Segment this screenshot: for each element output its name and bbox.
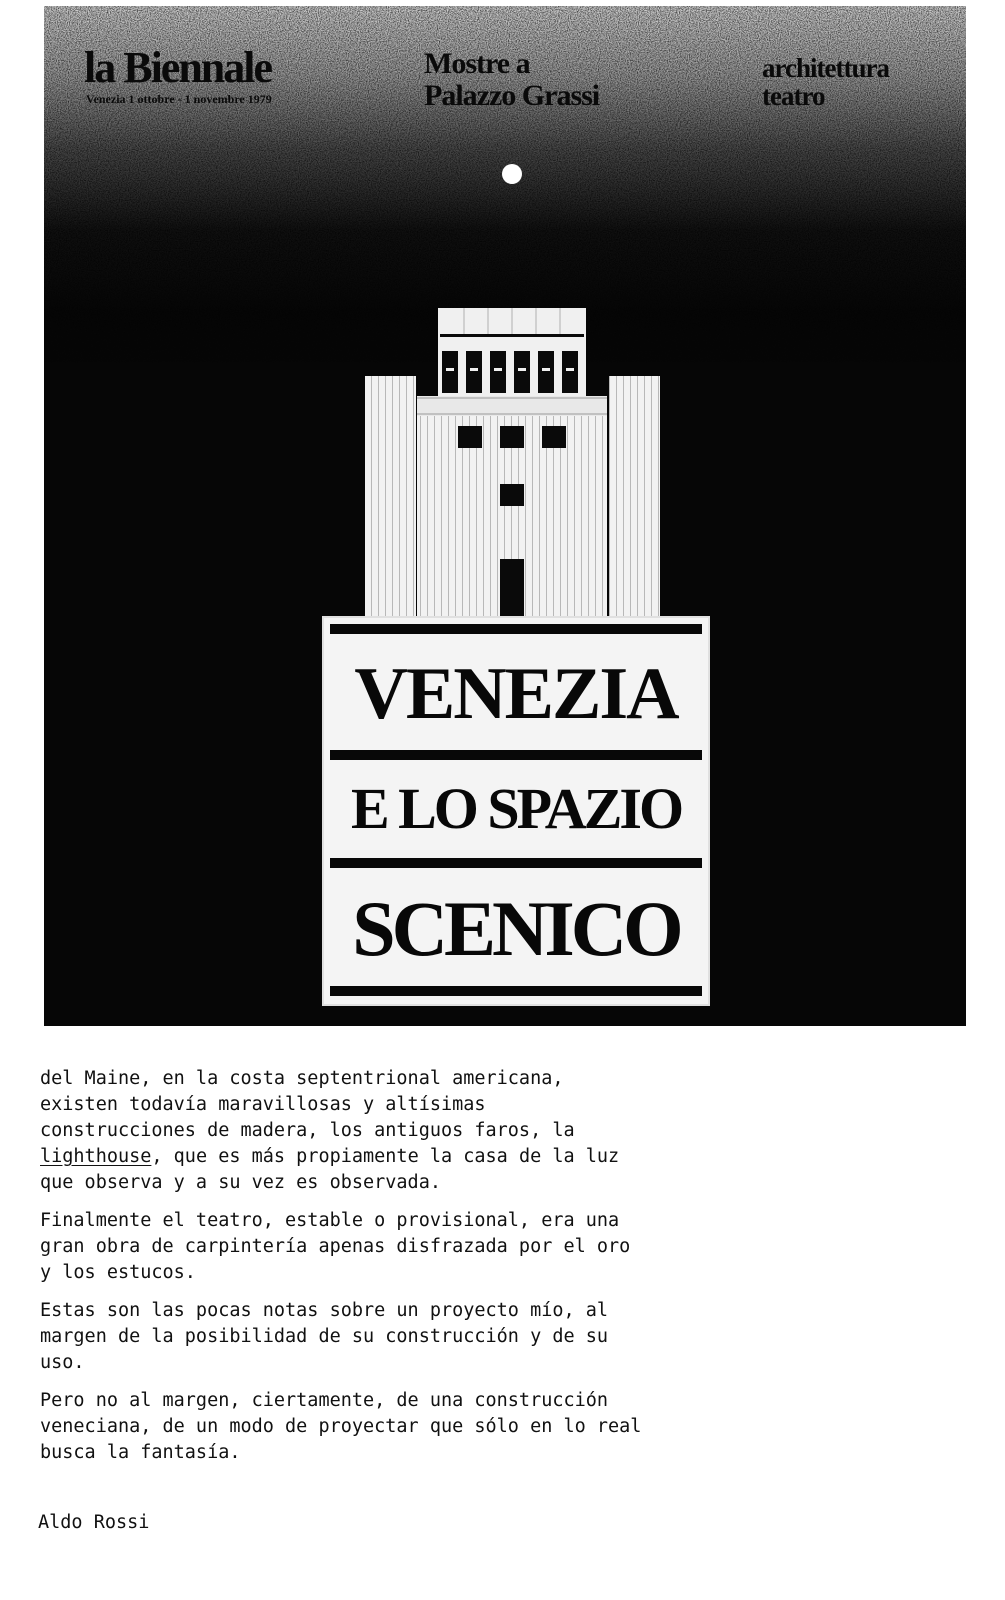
biennale-subtitle: Venezia 1 ottobre - 1 novembre 1979 — [86, 92, 272, 106]
title-signboard — [322, 616, 710, 1006]
theatre-building-illustration — [44, 6, 966, 626]
biennale-logo-title: la Biennale — [84, 43, 272, 92]
mostre-line-2: Palazzo Grassi — [424, 79, 600, 112]
text-line: que observa y a su vez es observada. — [40, 1172, 441, 1193]
text-line: uso. — [40, 1352, 85, 1373]
sign-title-venezia: VENEZIA — [354, 653, 678, 735]
paragraph-lighthouse — [40, 1066, 940, 1196]
paragraph-notes — [40, 1298, 940, 1376]
right-tower — [609, 376, 660, 616]
left-tower — [365, 376, 416, 616]
cornice-band — [417, 396, 607, 416]
category-line-2: teatro — [762, 81, 825, 111]
text-line: busca la fantasía. — [40, 1442, 241, 1463]
category-line-1: architettura — [762, 53, 889, 83]
paragraph-conclusion — [40, 1388, 940, 1466]
text-line: gran obra de carpintería apenas disfrazada por el oro — [40, 1236, 631, 1257]
text-line: del Maine, en la costa septentrional americana, — [40, 1068, 564, 1089]
sign-rule — [330, 624, 702, 634]
sign-title-spazio: E LO SPAZIO — [350, 776, 682, 841]
sign-rule — [330, 986, 702, 996]
exhibition-poster — [44, 6, 966, 1026]
text-line: , que es más propiamente la casa de la luz — [151, 1146, 620, 1167]
text-line: Finalmente el teatro, estable o provisional, era una — [40, 1210, 620, 1231]
text-line: Estas son las pocas notas sobre un proyecto mío, al — [40, 1300, 609, 1321]
sign-title-scenico: SCENICO — [352, 885, 680, 972]
lighthouse-term: lighthouse — [40, 1146, 152, 1167]
text-line: existen todavía maravillosas y altísimas — [40, 1094, 486, 1115]
text-line: y los estucos. — [40, 1262, 196, 1283]
paragraph-theatre — [40, 1208, 940, 1286]
author-signature: Aldo Rossi — [38, 1512, 150, 1533]
text-line: veneciana, de un modo de proyectar que sólo en lo real — [40, 1416, 642, 1437]
text-line: construcciones de madera, los antiguos faros, la — [40, 1120, 575, 1141]
sign-rule — [330, 858, 702, 868]
mostre-line-1: Mostre a — [424, 47, 530, 80]
text-line: margen de la posibilidad de su construcción y de su — [40, 1326, 609, 1347]
text-line: Pero no al margen, ciertamente, de una construcción — [40, 1390, 609, 1411]
typewritten-text — [40, 1066, 940, 1478]
sign-rule — [330, 750, 702, 760]
